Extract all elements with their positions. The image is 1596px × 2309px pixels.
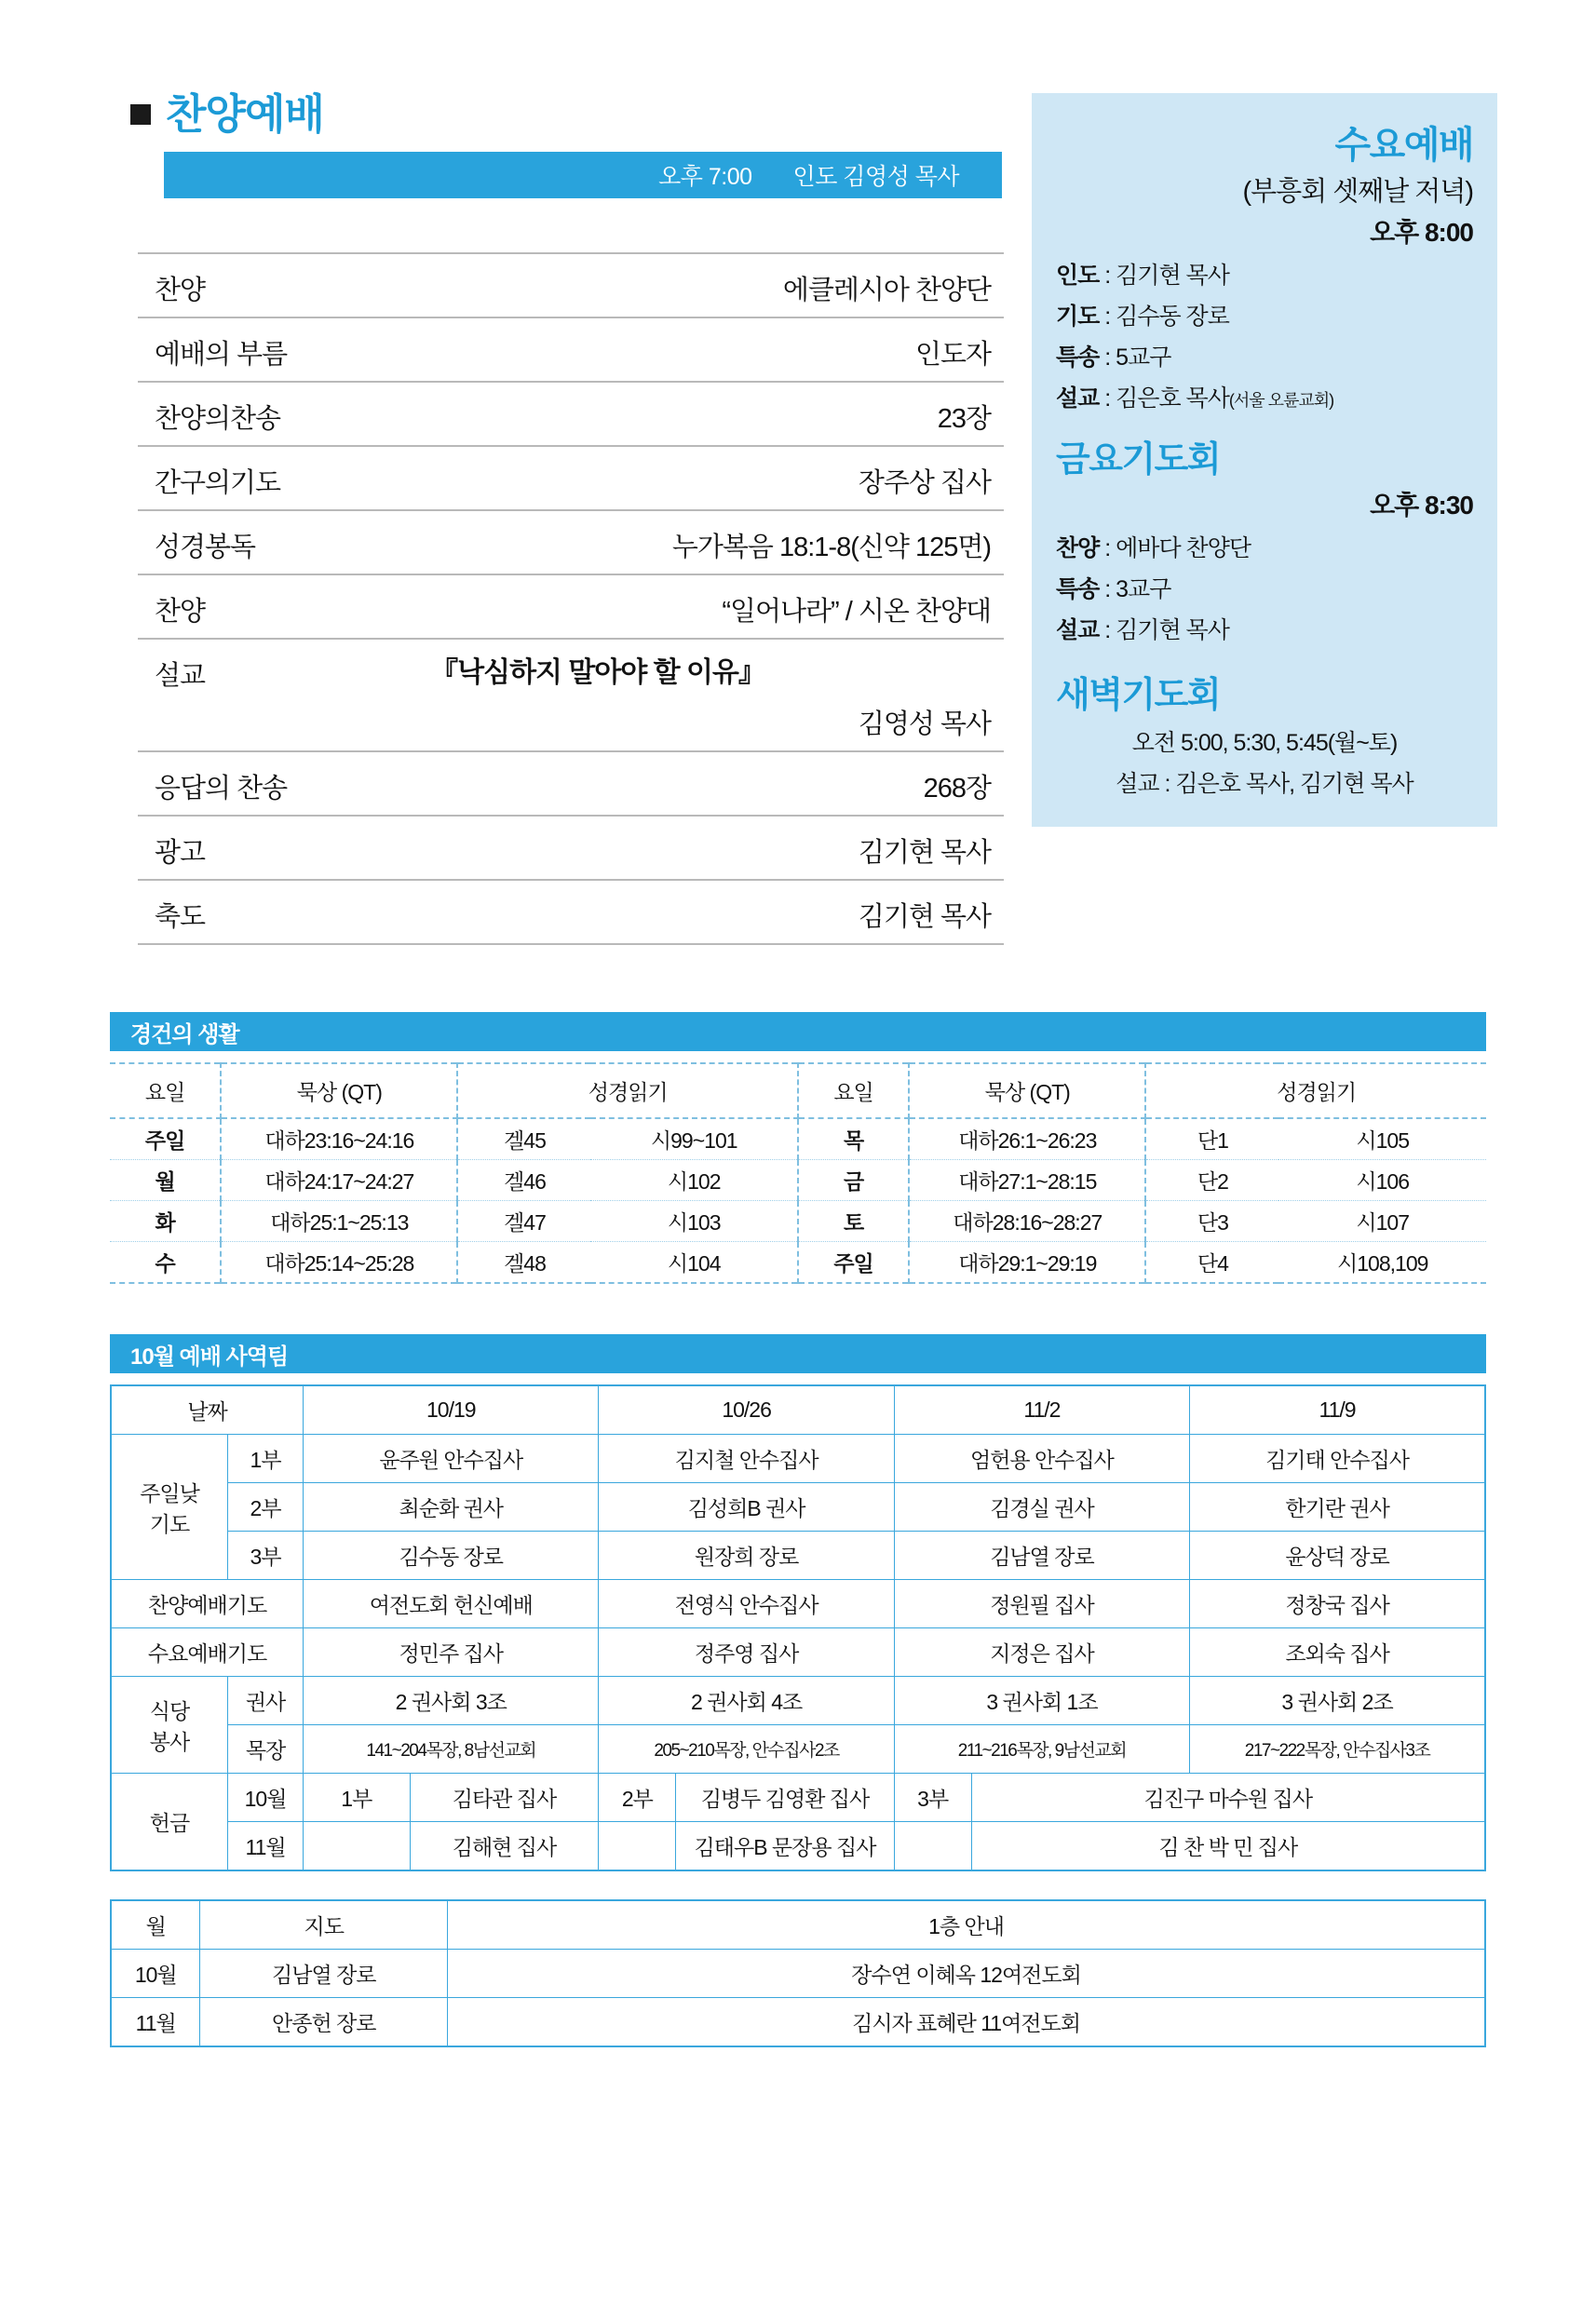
square-bullet-icon xyxy=(130,104,151,125)
qt-cell: 시102 xyxy=(590,1160,797,1201)
order-label: 응답의 찬송 xyxy=(155,774,288,803)
order-label: 축도 xyxy=(155,902,206,932)
team-row xyxy=(111,1483,1485,1532)
friday-line: 특송 : 3교구 xyxy=(1056,576,1171,602)
guide-header-cell: 1층 안내 xyxy=(448,1900,1485,1950)
qt-header-row xyxy=(110,1063,1486,1118)
order-value: 23장 xyxy=(937,404,991,434)
order-value: 에클레시아 찬양단 xyxy=(782,276,991,305)
offering-month: 11월 xyxy=(227,1822,303,1871)
team-date-cell: 11/9 xyxy=(1190,1385,1485,1435)
team-date-cell: 10/26 xyxy=(599,1385,894,1435)
team-cell: 정주영 집사 xyxy=(599,1628,894,1677)
offering-group: 3부 xyxy=(895,1774,971,1821)
order-label: 성경봉독 xyxy=(155,533,256,562)
friday-line-key: 설교 xyxy=(1056,617,1100,643)
offering-group xyxy=(599,1822,675,1870)
guide-cell: 장수연 이혜옥 12여전도회 xyxy=(448,1950,1485,1998)
dawn-preacher: 설교 : 김은호 목사, 김기현 목사 xyxy=(1116,771,1413,797)
qt-header-cell: 요일 xyxy=(110,1063,221,1118)
order-label: 찬양 xyxy=(155,276,206,305)
qt-cell: 겔47 xyxy=(457,1201,590,1242)
offering-group: 1부 xyxy=(304,1774,410,1821)
qt-cell: 시105 xyxy=(1278,1118,1486,1160)
offering-value: 김타관 집사 xyxy=(452,1787,557,1811)
qt-cell: 수 xyxy=(110,1242,221,1284)
offering-row xyxy=(111,1822,1485,1871)
order-label: 간구의기도 xyxy=(155,468,281,498)
team-cell: 김경실 권사 xyxy=(894,1483,1189,1532)
wednesday-line-value: 김기현 목사 xyxy=(1116,263,1229,289)
order-value: 김기현 목사 xyxy=(858,838,991,868)
team-row xyxy=(111,1580,1485,1628)
wednesday-line-key: 특송 xyxy=(1056,344,1100,371)
qt-cell: 주일 xyxy=(798,1242,909,1284)
qt-cell: 주일 xyxy=(110,1118,221,1160)
team-date-row xyxy=(111,1385,1485,1435)
qt-row xyxy=(110,1160,1486,1201)
wednesday-line-value: 김수동 장로 xyxy=(1116,304,1229,330)
part-label: 권사 xyxy=(227,1677,303,1725)
qt-cell: 단2 xyxy=(1145,1160,1278,1201)
part-label: 목장 xyxy=(227,1725,303,1774)
team-cell: 2 권사회 4조 xyxy=(599,1677,894,1725)
guide-row xyxy=(111,1950,1485,1998)
qt-header-cell: 성경읽기 xyxy=(1145,1063,1486,1118)
friday-line-key: 찬양 xyxy=(1056,535,1100,561)
qt-cell: 단4 xyxy=(1197,1251,1228,1276)
guide-cell: 김남열 장로 xyxy=(200,1950,448,1998)
qt-cell: 시107 xyxy=(1278,1201,1486,1242)
wednesday-line: 기도 : 김수동 장로 xyxy=(1056,304,1229,330)
team-cell: 김기태 안수집사 xyxy=(1190,1435,1485,1483)
guide-header-row xyxy=(111,1900,1485,1950)
team-cell: 윤주원 안수집사 xyxy=(304,1435,599,1483)
guide-cell: 10월 xyxy=(111,1950,200,1998)
offering-label: 헌금 xyxy=(111,1774,227,1871)
offering-value: 김 찬 박 민 집사 xyxy=(1158,1835,1298,1859)
friday-line: 찬양 : 에바다 찬양단 xyxy=(1056,535,1251,561)
team-cell: 김남열 장로 xyxy=(894,1532,1189,1580)
team-cell: 정민주 집사 xyxy=(304,1628,599,1677)
team-cell: 전영식 안수집사 xyxy=(599,1580,894,1628)
guide-header-cell: 지도 xyxy=(200,1900,448,1950)
wednesday-line-value: 김은호 목사 xyxy=(1116,385,1229,412)
wednesday-line: 인도 : 김기현 목사 xyxy=(1056,263,1229,289)
sunday-prayer-label: 주일낮 기도 xyxy=(111,1435,227,1580)
team-cell: 지정은 집사 xyxy=(894,1628,1189,1677)
order-value: 누가복음 18:1-8(신약 125면) xyxy=(671,533,991,562)
guide-header-cell: 월 xyxy=(111,1900,200,1950)
qt-header-cell: 묵상 (QT) xyxy=(221,1063,457,1118)
qt-cell: 대하29:1~29:19 xyxy=(909,1242,1145,1284)
team-date-cell: 10/19 xyxy=(304,1385,599,1435)
order-value: 268장 xyxy=(923,774,991,803)
sermon-title: 『낙심하지 말아야 할 이유』 xyxy=(430,657,765,688)
team-cell: 김지철 안수집사 xyxy=(599,1435,894,1483)
friday-line-value: 3교구 xyxy=(1116,576,1171,602)
team-cell: 엄헌용 안수집사 xyxy=(894,1435,1189,1483)
order-value: 인도자 xyxy=(914,340,991,370)
qt-cell: 시106 xyxy=(1278,1160,1486,1201)
friday-line-value: 에바다 찬양단 xyxy=(1116,535,1251,561)
team-cell: 김수동 장로 xyxy=(304,1532,599,1580)
team-cell: 211~216목장, 9남선교회 xyxy=(894,1725,1189,1774)
offering-month: 10월 xyxy=(227,1774,303,1822)
part-label: 2부 xyxy=(227,1483,303,1532)
qt-cell: 토 xyxy=(798,1201,909,1242)
friday-line-key: 특송 xyxy=(1056,576,1100,602)
wednesday-line: 특송 : 5교구 xyxy=(1056,344,1171,371)
side-services-box xyxy=(1032,93,1497,827)
qt-cell: 화 xyxy=(110,1201,221,1242)
qt-cell: 대하24:17~24:27 xyxy=(221,1160,457,1201)
qt-cell: 단1 xyxy=(1145,1118,1278,1160)
offering-group xyxy=(895,1822,971,1870)
team-cell: 한기란 권사 xyxy=(1190,1483,1485,1532)
order-value: 김기현 목사 xyxy=(858,902,991,932)
sermon-row xyxy=(138,638,1004,750)
team-date-label: 날짜 xyxy=(111,1385,304,1435)
order-label: 찬양 xyxy=(155,597,206,627)
order-row xyxy=(138,381,1004,445)
dawn-title: 새벽기도회 xyxy=(1056,676,1221,715)
guide-cell: 안종헌 장로 xyxy=(200,1998,448,2047)
qt-cell: 대하25:1~25:13 xyxy=(221,1201,457,1242)
offering-group xyxy=(304,1822,410,1870)
qt-cell: 겔45 xyxy=(457,1118,590,1160)
worship-subbar xyxy=(164,152,1002,198)
qt-cell: 목 xyxy=(798,1118,909,1160)
friday-line: 설교 : 김기현 목사 xyxy=(1056,617,1229,643)
team-cell: 원장희 장로 xyxy=(599,1532,894,1580)
wednesday-title: 수요예배 xyxy=(1334,125,1473,166)
order-row xyxy=(138,252,1004,317)
part-label: 1부 xyxy=(227,1435,303,1483)
order-row xyxy=(138,750,1004,815)
qt-row xyxy=(110,1201,1486,1242)
team-cell: 205~210목장, 안수집사2조 xyxy=(599,1725,894,1774)
offering-group: 2부 xyxy=(599,1774,675,1821)
worship-leader: 인도 김영성 목사 xyxy=(792,164,959,190)
wednesday-subtitle: (부흥회 셋째날 저녁) xyxy=(1242,177,1473,207)
qt-cell: 월 xyxy=(110,1160,221,1201)
team-cell: 여전도회 헌신예배 xyxy=(304,1580,599,1628)
order-label: 예배의 부름 xyxy=(155,340,288,370)
qt-row xyxy=(110,1118,1486,1160)
qt-cell: 금 xyxy=(798,1160,909,1201)
order-row xyxy=(138,317,1004,381)
friday-title: 금요기도회 xyxy=(1056,440,1221,479)
order-row xyxy=(138,509,1004,574)
offering-value: 김병두 김영환 집사 xyxy=(700,1787,870,1811)
qt-row xyxy=(110,1242,1486,1284)
guide-cell: 11월 xyxy=(111,1998,200,2047)
qt-cell: 시103 xyxy=(590,1201,797,1242)
qt-cell: 시104 xyxy=(590,1242,797,1284)
wed-prayer-label: 수요예배기도 xyxy=(111,1628,304,1677)
order-label: 광고 xyxy=(155,838,206,868)
wednesday-line-key: 기도 xyxy=(1056,304,1100,330)
wednesday-line-key: 설교 xyxy=(1056,385,1100,412)
qt-cell: 시108,109 xyxy=(1337,1251,1428,1276)
team-row xyxy=(111,1628,1485,1677)
team-row xyxy=(111,1725,1485,1774)
guide-section xyxy=(0,1899,1596,2047)
team-date-cell: 11/2 xyxy=(894,1385,1189,1435)
team-row xyxy=(111,1435,1485,1483)
team-cell: 윤상덕 장로 xyxy=(1190,1532,1485,1580)
team-cell: 3 권사회 1조 xyxy=(894,1677,1189,1725)
team-cell: 2 권사회 3조 xyxy=(304,1677,599,1725)
friday-line-value: 김기현 목사 xyxy=(1116,617,1229,643)
qt-header-cell: 성경읽기 xyxy=(457,1063,798,1118)
order-value: 장주상 집사 xyxy=(858,468,991,498)
team-cell: 141~204목장, 8남선교회 xyxy=(304,1725,599,1774)
team-table xyxy=(110,1384,1486,1871)
side-services-column xyxy=(1032,93,1497,827)
team-cell: 정창국 집사 xyxy=(1190,1580,1485,1628)
praise-prayer-label: 찬양예배기도 xyxy=(111,1580,304,1628)
team-cell: 최순화 권사 xyxy=(304,1483,599,1532)
worship-time: 오후 7:00 xyxy=(658,164,752,190)
team-cell: 3 권사회 2조 xyxy=(1190,1677,1485,1725)
qt-cell: 대하25:14~25:28 xyxy=(221,1242,457,1284)
order-label: 찬양의찬송 xyxy=(155,404,281,434)
worship-title: 찬양예배 xyxy=(166,90,324,138)
team-cell: 김성희B 권사 xyxy=(599,1483,894,1532)
sermon-preacher: 김영성 목사 xyxy=(858,709,991,739)
qt-section xyxy=(0,1012,1596,1284)
qt-table xyxy=(110,1062,1486,1284)
guide-table xyxy=(110,1899,1486,2047)
guide-row xyxy=(111,1998,1485,2047)
part-label: 3부 xyxy=(227,1532,303,1580)
qt-cell: 대하23:16~24:16 xyxy=(221,1118,457,1160)
guide-cell: 김시자 표혜란 11여전도회 xyxy=(448,1998,1485,2047)
top-section xyxy=(0,0,1596,945)
wednesday-line: 설교 : 김은호 목사(서울 오륜교회) xyxy=(1056,385,1334,412)
team-section-header: 10월 예배 사역팀 xyxy=(110,1334,1486,1373)
team-cell: 정원필 집사 xyxy=(894,1580,1189,1628)
qt-cell: 대하27:1~28:15 xyxy=(909,1160,1145,1201)
dawn-time: 오전 5:00, 5:30, 5:45(월~토) xyxy=(1131,730,1398,756)
team-row xyxy=(111,1677,1485,1725)
qt-header-cell: 요일 xyxy=(798,1063,909,1118)
qt-cell: 단3 xyxy=(1145,1201,1278,1242)
offering-row xyxy=(111,1774,1485,1822)
worship-order-column xyxy=(110,90,1004,945)
team-cell: 조외숙 집사 xyxy=(1190,1628,1485,1677)
qt-header-cell: 묵상 (QT) xyxy=(909,1063,1145,1118)
order-of-service xyxy=(138,252,1004,945)
order-row xyxy=(138,815,1004,879)
wednesday-line-key: 인도 xyxy=(1056,263,1100,289)
team-section xyxy=(0,1334,1596,1871)
order-value: “일어나라” / 시온 찬양대 xyxy=(722,597,991,627)
order-row xyxy=(138,445,1004,509)
offering-value: 김진구 마수원 집사 xyxy=(1143,1787,1313,1811)
wednesday-time: 오후 8:00 xyxy=(1370,218,1473,247)
offering-value: 김해현 집사 xyxy=(452,1835,557,1859)
friday-time: 오후 8:30 xyxy=(1370,491,1473,520)
qt-cell: 대하28:16~28:27 xyxy=(909,1201,1145,1242)
wednesday-line-note: (서울 오륜교회) xyxy=(1228,391,1334,410)
team-row xyxy=(111,1532,1485,1580)
qt-cell: 겔46 xyxy=(457,1160,590,1201)
qt-cell: 대하26:1~26:23 xyxy=(909,1118,1145,1160)
order-row xyxy=(138,879,1004,945)
order-row xyxy=(138,574,1004,638)
order-label: 설교 xyxy=(155,661,206,691)
team-cell: 217~222목장, 안수집사3조 xyxy=(1190,1725,1485,1774)
offering-value: 김태우B 문장용 집사 xyxy=(694,1835,876,1859)
page-title xyxy=(130,90,1004,138)
cafeteria-label: 식당 봉사 xyxy=(111,1677,227,1774)
wednesday-line-value: 5교구 xyxy=(1116,344,1171,371)
qt-section-header: 경건의 생활 xyxy=(110,1012,1486,1051)
qt-cell: 겔48 xyxy=(504,1251,546,1276)
qt-cell: 시99~101 xyxy=(590,1118,797,1160)
